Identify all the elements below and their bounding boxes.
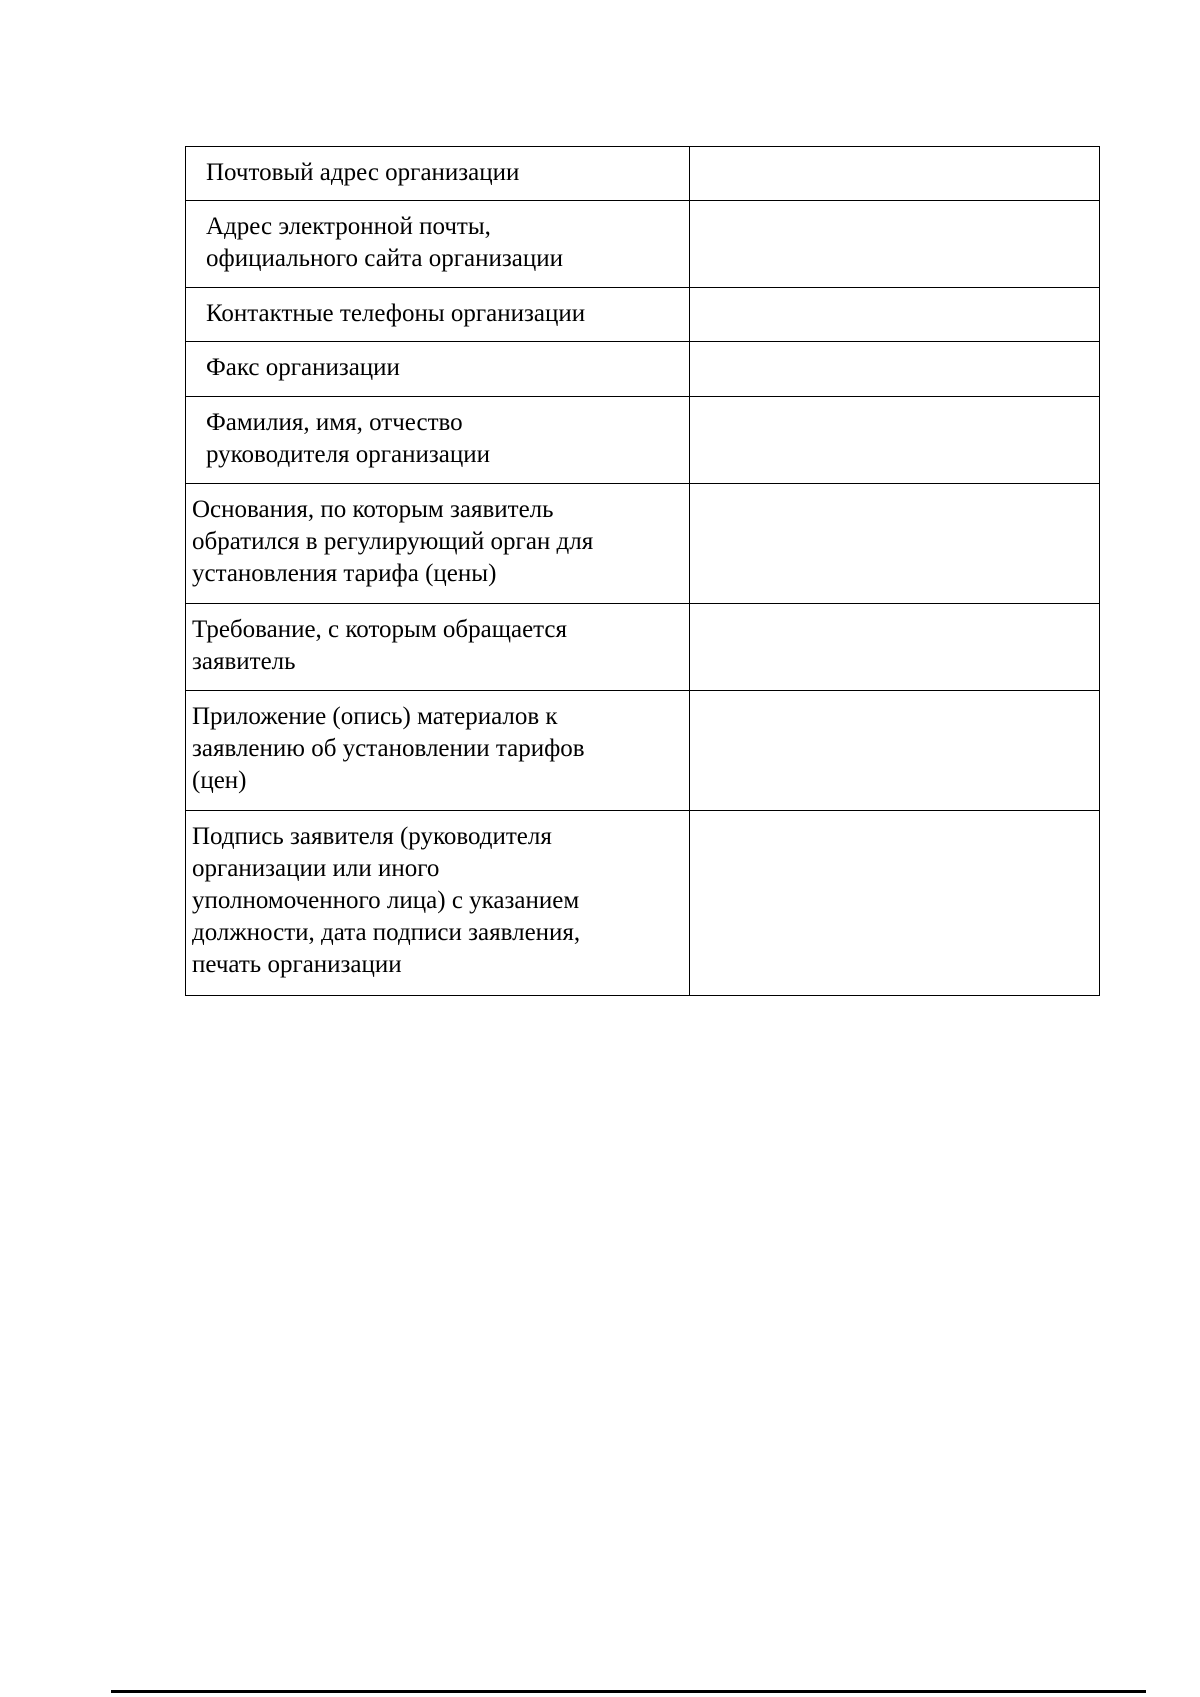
table-row bbox=[186, 201, 1100, 288]
table-row bbox=[186, 604, 1100, 691]
director-name-label: Фамилия, имя, отчество руководителя организации bbox=[186, 397, 690, 484]
table-row bbox=[186, 147, 1100, 201]
email-website-field[interactable] bbox=[690, 201, 1100, 288]
contact-phones-field[interactable] bbox=[690, 288, 1100, 342]
fax-label: Факс организации bbox=[186, 342, 690, 397]
bottom-rule bbox=[111, 1690, 1146, 1693]
signature-field[interactable] bbox=[690, 811, 1100, 996]
table-row bbox=[186, 811, 1100, 996]
table-row bbox=[186, 691, 1100, 811]
signature-label: Подпись заявителя (руководителя организации или иного уполномоченного лица) с указанием должности, дата подписи заявления, печать организации bbox=[186, 811, 690, 996]
application-form-table bbox=[185, 146, 1100, 996]
table-row bbox=[186, 342, 1100, 397]
attachments-label: Приложение (опись) материалов к заявлению об установлении тарифов (цен) bbox=[186, 691, 690, 811]
fax-field[interactable] bbox=[690, 342, 1100, 397]
contact-phones-label: Контактные телефоны организации bbox=[186, 288, 690, 342]
postal-address-field[interactable] bbox=[690, 147, 1100, 201]
table-row bbox=[186, 397, 1100, 484]
grounds-field[interactable] bbox=[690, 484, 1100, 604]
postal-address-label: Почтовый адрес организации bbox=[186, 147, 690, 201]
table-row bbox=[186, 288, 1100, 342]
grounds-label: Основания, по которым заявитель обратился в регулирующий орган для установления тарифа (цены) bbox=[186, 484, 690, 604]
attachments-field[interactable] bbox=[690, 691, 1100, 811]
requirement-label: Требование, с которым обращается заявитель bbox=[186, 604, 690, 691]
director-name-field[interactable] bbox=[690, 397, 1100, 484]
requirement-field[interactable] bbox=[690, 604, 1100, 691]
email-website-label: Адрес электронной почты, официального сайта организации bbox=[186, 201, 690, 288]
table-row bbox=[186, 484, 1100, 604]
